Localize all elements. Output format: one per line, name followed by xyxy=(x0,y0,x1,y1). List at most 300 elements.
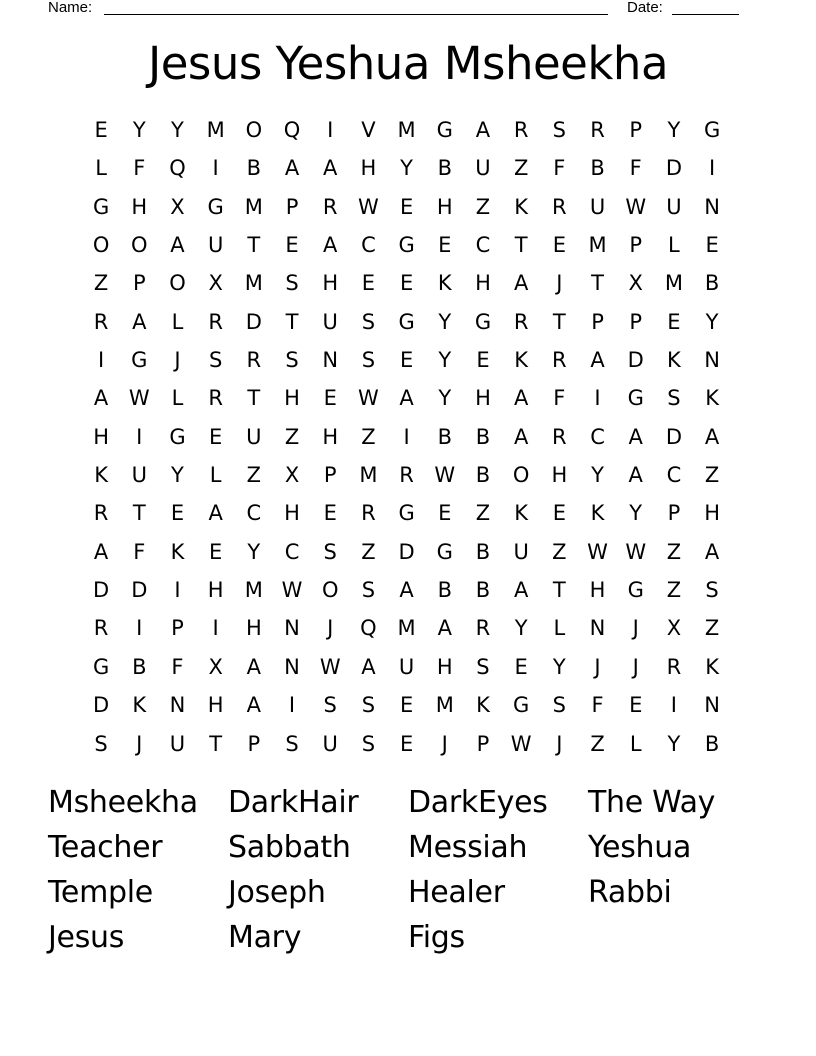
grid-letter[interactable]: D xyxy=(665,156,682,181)
grid-letter[interactable]: V xyxy=(361,118,376,142)
grid-letter[interactable]: P xyxy=(247,731,261,756)
grid-letter[interactable]: O xyxy=(321,578,339,603)
grid-letter[interactable]: Y xyxy=(705,309,719,334)
grid-letter[interactable]: R xyxy=(361,501,376,526)
grid-letter[interactable]: A xyxy=(513,271,529,296)
grid-letter[interactable]: C xyxy=(590,424,605,449)
grid-letter[interactable]: W xyxy=(128,386,150,411)
grid-letter[interactable]: E xyxy=(94,118,108,142)
grid-letter[interactable]: T xyxy=(591,271,604,296)
grid-letter[interactable]: E xyxy=(361,271,376,296)
grid-letter[interactable]: S xyxy=(361,578,376,603)
grid-letter[interactable]: I xyxy=(212,616,219,641)
grid-letter[interactable]: X xyxy=(666,616,682,641)
grid-letter[interactable]: U xyxy=(589,194,606,219)
grid-letter[interactable]: R xyxy=(513,309,529,334)
grid-letter[interactable]: R xyxy=(322,194,338,219)
word-list-item: Yeshua xyxy=(588,830,692,865)
grid-letter[interactable]: X xyxy=(628,271,643,296)
grid-letter[interactable]: G xyxy=(703,118,721,142)
grid-letter[interactable]: A xyxy=(208,501,223,526)
grid-letter[interactable]: E xyxy=(399,271,414,296)
grid-letter[interactable]: K xyxy=(514,348,529,373)
grid-letter[interactable]: W xyxy=(510,731,532,756)
grid-letter[interactable]: M xyxy=(664,271,683,296)
grid-letter[interactable]: H xyxy=(207,693,224,718)
grid-letter[interactable]: N xyxy=(284,654,300,679)
grid-letter[interactable]: Y xyxy=(629,501,643,526)
grid-letter[interactable]: R xyxy=(93,616,109,641)
grid-letter[interactable]: R xyxy=(475,616,491,641)
grid-letter[interactable]: M xyxy=(435,693,454,718)
grid-letter[interactable]: Z xyxy=(590,731,605,756)
grid-letter[interactable]: Z xyxy=(704,616,720,641)
grid-letter[interactable]: K xyxy=(590,501,605,526)
grid-letter[interactable]: Y xyxy=(438,386,452,411)
grid-letter[interactable]: K xyxy=(514,501,529,526)
grid-letter[interactable]: E xyxy=(438,501,452,526)
grid-letter[interactable]: M xyxy=(397,118,416,142)
grid-letter[interactable]: R xyxy=(208,309,223,334)
grid-letter[interactable]: E xyxy=(209,424,223,449)
grid-letter[interactable]: U xyxy=(169,731,186,756)
grid-letter[interactable]: Y xyxy=(247,539,261,564)
grid-letter[interactable]: A xyxy=(475,118,491,142)
grid-letter[interactable]: C xyxy=(284,539,300,564)
date-field[interactable] xyxy=(672,0,739,15)
grid-letter[interactable]: Y xyxy=(591,463,604,488)
grid-letter[interactable]: U xyxy=(513,539,529,564)
word-list-item: DarkEyes xyxy=(408,785,548,820)
grid-letter[interactable]: J xyxy=(556,731,563,756)
grid-letter[interactable]: A xyxy=(628,463,643,488)
grid-letter[interactable]: R xyxy=(552,424,567,449)
grid-letter[interactable]: D xyxy=(398,539,415,564)
grid-letter[interactable]: H xyxy=(589,578,606,603)
grid-letter[interactable]: S xyxy=(94,731,108,756)
grid-letter[interactable]: I xyxy=(327,118,334,142)
grid-letter[interactable]: F xyxy=(133,539,146,564)
grid-letter[interactable]: L xyxy=(553,616,566,641)
grid-letter[interactable]: A xyxy=(93,386,109,411)
grid-letter[interactable]: N xyxy=(704,194,720,219)
grid-letter[interactable]: R xyxy=(246,348,262,373)
grid-letter[interactable]: A xyxy=(399,578,414,603)
grid-letter[interactable]: Z xyxy=(93,271,109,296)
grid-letter[interactable]: Y xyxy=(514,616,528,641)
grid-letter[interactable]: N xyxy=(169,693,186,718)
grid-letter[interactable]: M xyxy=(244,578,263,603)
grid-row xyxy=(82,456,732,494)
grid-letter[interactable]: T xyxy=(552,309,566,334)
grid-letter[interactable]: O xyxy=(245,118,263,142)
grid-letter[interactable]: W xyxy=(625,539,647,564)
word-list-item: Mary xyxy=(228,920,302,955)
grid-letter[interactable]: L xyxy=(668,233,680,258)
grid-letter[interactable]: G xyxy=(436,118,453,142)
grid-letter[interactable]: S xyxy=(552,118,567,142)
grid-letter[interactable]: K xyxy=(476,693,490,718)
grid-letter[interactable]: X xyxy=(284,463,300,488)
grid-letter[interactable]: E xyxy=(552,501,566,526)
grid-letter[interactable]: G xyxy=(627,386,644,411)
grid-letter[interactable]: W xyxy=(281,578,303,603)
grid-letter[interactable]: E xyxy=(209,539,223,564)
grid-letter[interactable]: N xyxy=(704,348,720,373)
grid-letter[interactable]: A xyxy=(628,424,643,449)
grid-letter[interactable]: Y xyxy=(171,118,184,142)
grid-letter[interactable]: A xyxy=(284,156,300,181)
grid-letter[interactable]: W xyxy=(625,194,647,219)
grid-letter[interactable]: H xyxy=(207,578,224,603)
grid-letter[interactable]: A xyxy=(513,578,529,603)
grid-row xyxy=(82,418,732,456)
grid-letter[interactable]: Z xyxy=(475,501,491,526)
grid-letter[interactable]: Q xyxy=(360,616,377,641)
grid-letter[interactable]: T xyxy=(247,233,261,258)
grid-letter[interactable]: B xyxy=(475,539,491,564)
grid-letter[interactable]: S xyxy=(361,348,376,373)
grid-letter[interactable]: B xyxy=(246,156,262,181)
grid-letter[interactable]: R xyxy=(93,501,109,526)
grid-letter[interactable]: M xyxy=(397,616,416,641)
grid-letter[interactable]: A xyxy=(323,233,338,258)
grid-letter[interactable]: Z xyxy=(704,463,720,488)
grid-letter[interactable]: P xyxy=(591,309,604,334)
grid-letter[interactable]: D xyxy=(93,693,110,718)
grid-letter[interactable]: X xyxy=(170,194,185,219)
grid-letter[interactable]: G xyxy=(398,309,415,334)
grid-letter[interactable]: S xyxy=(667,386,681,411)
grid-letter[interactable]: Z xyxy=(284,424,300,449)
grid-letter[interactable]: I xyxy=(670,693,677,718)
grid-letter[interactable]: T xyxy=(552,578,566,603)
grid-letter[interactable]: J xyxy=(441,731,448,756)
grid-letter[interactable]: Q xyxy=(169,156,186,181)
grid-letter[interactable]: D xyxy=(93,578,110,603)
grid-letter[interactable]: S xyxy=(285,348,299,373)
grid-letter[interactable]: L xyxy=(209,463,222,488)
grid-letter[interactable]: W xyxy=(434,463,456,488)
grid-letter[interactable]: H xyxy=(475,386,491,411)
grid-letter[interactable]: X xyxy=(208,271,223,296)
grid-letter[interactable]: H xyxy=(704,501,720,526)
grid-letter[interactable]: N xyxy=(284,616,300,641)
grid-letter[interactable]: F xyxy=(553,386,566,411)
grid-letter[interactable]: G xyxy=(207,194,224,219)
grid-letter[interactable]: M xyxy=(359,463,378,488)
grid-letter[interactable]: I xyxy=(594,386,601,411)
grid-letter[interactable]: W xyxy=(358,386,379,411)
grid-letter[interactable]: R xyxy=(399,463,414,488)
grid-letter[interactable]: T xyxy=(285,309,299,334)
grid-letter[interactable]: P xyxy=(323,463,337,488)
grid-letter[interactable]: E xyxy=(705,233,719,258)
grid-letter[interactable]: K xyxy=(705,654,719,679)
grid-letter[interactable]: M xyxy=(244,271,263,296)
grid-letter[interactable]: N xyxy=(704,693,720,718)
grid-letter[interactable]: M xyxy=(206,118,225,142)
grid-letter[interactable]: S xyxy=(705,578,719,603)
grid-letter[interactable]: F xyxy=(553,156,566,181)
grid-letter[interactable]: A xyxy=(513,424,529,449)
grid-letter[interactable]: K xyxy=(705,386,719,411)
grid-letter[interactable]: P xyxy=(132,271,146,296)
grid-letter[interactable]: E xyxy=(399,194,414,219)
grid-letter[interactable]: T xyxy=(514,233,528,258)
grid-letter[interactable]: E xyxy=(399,731,414,756)
grid-letter[interactable]: A xyxy=(704,424,720,449)
grid-letter[interactable]: E xyxy=(438,233,452,258)
grid-letter[interactable]: I xyxy=(403,424,410,449)
grid-letter[interactable]: H xyxy=(284,501,300,526)
grid-letter[interactable]: P xyxy=(171,616,184,641)
grid-letter[interactable]: K xyxy=(132,693,147,718)
header-line xyxy=(48,0,748,18)
grid-letter[interactable]: Y xyxy=(400,156,413,181)
grid-letter[interactable]: G xyxy=(474,309,492,334)
grid-letter[interactable]: B xyxy=(437,578,452,603)
grid-letter[interactable]: D xyxy=(627,348,644,373)
grid-letter[interactable]: J xyxy=(174,348,181,373)
grid-letter[interactable]: F xyxy=(629,156,642,181)
grid-letter[interactable]: I xyxy=(136,424,143,449)
grid-letter[interactable]: F xyxy=(171,654,184,679)
grid-letter[interactable]: Y xyxy=(438,348,452,373)
grid-letter[interactable]: U xyxy=(666,194,682,219)
grid-letter[interactable]: A xyxy=(246,654,262,679)
name-field[interactable] xyxy=(104,0,608,15)
grid-letter[interactable]: Y xyxy=(667,118,681,142)
grid-letter[interactable]: W xyxy=(358,194,379,219)
grid-letter[interactable]: L xyxy=(95,156,107,181)
grid-letter[interactable]: G xyxy=(92,194,110,219)
word-list-item: Figs xyxy=(408,920,465,955)
grid-letter[interactable]: C xyxy=(361,233,376,258)
grid-letter[interactable]: A xyxy=(132,309,147,334)
grid-letter[interactable]: E xyxy=(285,233,299,258)
grid-letter[interactable]: U xyxy=(322,731,338,756)
grid-letter[interactable]: U xyxy=(131,463,147,488)
grid-letter[interactable]: Y xyxy=(132,118,146,142)
grid-letter[interactable]: A xyxy=(361,654,376,679)
grid-letter[interactable]: R xyxy=(590,118,605,142)
grid-letter[interactable]: B xyxy=(475,463,491,488)
grid-letter[interactable]: O xyxy=(169,271,186,296)
grid-letter[interactable]: Y xyxy=(667,731,681,756)
grid-letter[interactable]: P xyxy=(285,194,299,219)
grid-letter[interactable]: H xyxy=(360,156,377,181)
grid-letter[interactable]: Z xyxy=(361,539,376,564)
grid-letter[interactable]: H xyxy=(245,616,262,641)
grid-letter[interactable]: K xyxy=(94,463,108,488)
grid-letter[interactable]: B xyxy=(704,731,720,756)
grid-letter[interactable]: H xyxy=(475,271,491,296)
grid-letter[interactable]: J xyxy=(594,654,601,679)
grid-letter[interactable]: P xyxy=(476,731,490,756)
grid-letter[interactable]: Z xyxy=(513,156,529,181)
grid-letter[interactable]: E xyxy=(476,348,490,373)
grid-letter[interactable]: M xyxy=(244,194,263,219)
grid-letter[interactable]: G xyxy=(398,501,415,526)
grid-letter[interactable]: J xyxy=(632,616,639,641)
grid-letter[interactable]: J xyxy=(327,616,334,641)
grid-letter[interactable]: I xyxy=(288,693,296,718)
grid-letter[interactable]: A xyxy=(513,386,529,411)
grid-letter[interactable]: O xyxy=(512,463,530,488)
grid-letter[interactable]: M xyxy=(588,233,607,258)
grid-letter[interactable]: K xyxy=(170,539,185,564)
grid-letter[interactable]: W xyxy=(319,654,341,679)
grid-letter[interactable]: K xyxy=(667,348,681,373)
grid-letter[interactable]: H xyxy=(284,386,300,411)
grid-letter[interactable]: S xyxy=(285,731,299,756)
grid-letter[interactable]: E xyxy=(170,501,185,526)
grid-letter[interactable]: Y xyxy=(171,463,184,488)
grid-letter[interactable]: Y xyxy=(438,309,452,334)
grid-letter[interactable]: S xyxy=(361,693,376,718)
grid-letter[interactable]: I xyxy=(97,348,105,373)
grid-letter[interactable]: B xyxy=(132,654,147,679)
grid-letter[interactable]: U xyxy=(207,233,224,258)
grid-letter[interactable]: A xyxy=(323,156,338,181)
grid-letter[interactable]: T xyxy=(247,386,261,411)
grid-letter[interactable]: B xyxy=(437,424,452,449)
grid-letter[interactable]: D xyxy=(665,424,682,449)
grid-letter[interactable]: I xyxy=(708,156,716,181)
grid-letter[interactable]: D xyxy=(131,578,148,603)
grid-letter[interactable]: I xyxy=(212,156,219,181)
grid-letter[interactable]: Z xyxy=(552,539,567,564)
grid-letter[interactable]: T xyxy=(209,731,223,756)
grid-letter[interactable]: A xyxy=(399,386,414,411)
grid-letter[interactable]: G xyxy=(436,539,453,564)
grid-letter[interactable]: B xyxy=(437,156,452,181)
grid-letter[interactable]: A xyxy=(93,539,109,564)
grid-letter[interactable]: T xyxy=(132,501,146,526)
grid-letter[interactable]: G xyxy=(92,654,110,679)
grid-letter[interactable]: U xyxy=(475,156,491,181)
grid-letter[interactable]: X xyxy=(208,654,223,679)
grid-letter[interactable]: L xyxy=(629,731,642,756)
grid-letter[interactable]: R xyxy=(666,654,682,679)
grid-letter[interactable]: Z xyxy=(666,578,682,603)
grid-letter[interactable]: G xyxy=(131,348,148,373)
grid-letter[interactable]: U xyxy=(246,424,262,449)
grid-letter[interactable]: P xyxy=(629,233,643,258)
grid-letter[interactable]: B xyxy=(475,424,491,449)
grid-letter[interactable]: A xyxy=(704,539,720,564)
grid-letter[interactable]: S xyxy=(323,539,337,564)
grid-letter[interactable]: S xyxy=(208,348,223,373)
grid-letter[interactable]: J xyxy=(556,271,563,296)
grid-letter[interactable]: E xyxy=(514,654,528,679)
grid-letter[interactable]: E xyxy=(629,693,643,718)
grid-letter[interactable]: A xyxy=(590,348,605,373)
grid-letter[interactable]: R xyxy=(513,118,529,142)
grid-letter[interactable]: E xyxy=(399,693,414,718)
grid-letter[interactable]: S xyxy=(361,731,376,756)
grid-letter[interactable]: F xyxy=(591,693,604,718)
grid-letter[interactable]: F xyxy=(133,156,146,181)
grid-letter[interactable]: B xyxy=(590,156,605,181)
word-list-item: DarkHair xyxy=(228,785,359,820)
grid-letter[interactable]: N xyxy=(322,348,339,373)
grid-letter[interactable]: K xyxy=(514,194,529,219)
grid-letter[interactable]: J xyxy=(136,731,143,756)
grid-letter[interactable]: S xyxy=(552,693,567,718)
grid-letter[interactable]: Q xyxy=(283,118,301,142)
grid-letter[interactable]: H xyxy=(131,194,148,219)
grid-letter[interactable]: A xyxy=(437,616,452,641)
grid-letter[interactable]: P xyxy=(667,501,681,526)
grid-letter[interactable]: R xyxy=(93,309,109,334)
grid-letter[interactable]: O xyxy=(92,233,110,258)
grid-letter[interactable]: C xyxy=(666,463,682,488)
grid-letter[interactable]: H xyxy=(436,194,453,219)
grid-letter[interactable]: U xyxy=(322,309,338,334)
grid-letter[interactable]: R xyxy=(208,386,223,411)
grid-letter[interactable]: A xyxy=(170,233,185,258)
grid-letter[interactable]: E xyxy=(399,348,414,373)
grid-letter[interactable]: E xyxy=(667,309,681,334)
grid-letter[interactable]: I xyxy=(174,578,181,603)
grid-letter[interactable]: S xyxy=(323,693,337,718)
grid-letter[interactable]: K xyxy=(437,271,452,296)
grid-letter[interactable]: U xyxy=(398,654,415,679)
grid-letter[interactable]: J xyxy=(632,654,639,679)
grid-letter[interactable]: S xyxy=(361,309,376,334)
grid-letter[interactable]: G xyxy=(513,693,530,718)
grid-letter[interactable]: Z xyxy=(475,194,491,219)
grid-letter[interactable]: H xyxy=(93,424,109,449)
grid-letter[interactable]: C xyxy=(246,501,262,526)
grid-letter[interactable]: P xyxy=(629,309,643,334)
grid-letter[interactable]: B xyxy=(475,578,491,603)
grid-letter[interactable]: H xyxy=(436,654,453,679)
grid-letter[interactable]: H xyxy=(322,424,339,449)
grid-letter[interactable]: L xyxy=(171,386,184,411)
grid-letter[interactable]: Z xyxy=(246,463,262,488)
grid-letter[interactable]: R xyxy=(552,348,567,373)
word-list-item: Rabbi xyxy=(588,875,672,910)
grid-letter[interactable]: C xyxy=(475,233,491,258)
grid-letter[interactable]: W xyxy=(587,539,608,564)
grid-letter[interactable]: S xyxy=(476,654,490,679)
grid-letter[interactable]: L xyxy=(171,309,184,334)
grid-letter[interactable]: Z xyxy=(361,424,376,449)
grid-letter[interactable]: E xyxy=(552,233,566,258)
grid-letter[interactable]: P xyxy=(629,118,643,142)
grid-letter[interactable]: A xyxy=(246,693,262,718)
grid-letter[interactable]: G xyxy=(627,578,644,603)
grid-letter[interactable]: G xyxy=(398,233,415,258)
grid-letter[interactable]: R xyxy=(552,194,567,219)
grid-letter[interactable]: D xyxy=(245,309,262,334)
grid-letter[interactable]: H xyxy=(322,271,339,296)
grid-letter[interactable]: H xyxy=(551,463,568,488)
grid-letter[interactable]: E xyxy=(323,501,337,526)
grid-letter[interactable]: O xyxy=(131,233,148,258)
grid-letter[interactable]: B xyxy=(704,271,720,296)
grid-letter[interactable]: N xyxy=(589,616,606,641)
grid-letter[interactable]: Y xyxy=(552,654,566,679)
grid-letter[interactable]: E xyxy=(323,386,337,411)
grid-letter[interactable]: G xyxy=(169,424,186,449)
grid-letter[interactable]: I xyxy=(136,616,143,641)
grid-letter[interactable]: S xyxy=(285,271,299,296)
grid-letter[interactable]: Z xyxy=(666,539,682,564)
